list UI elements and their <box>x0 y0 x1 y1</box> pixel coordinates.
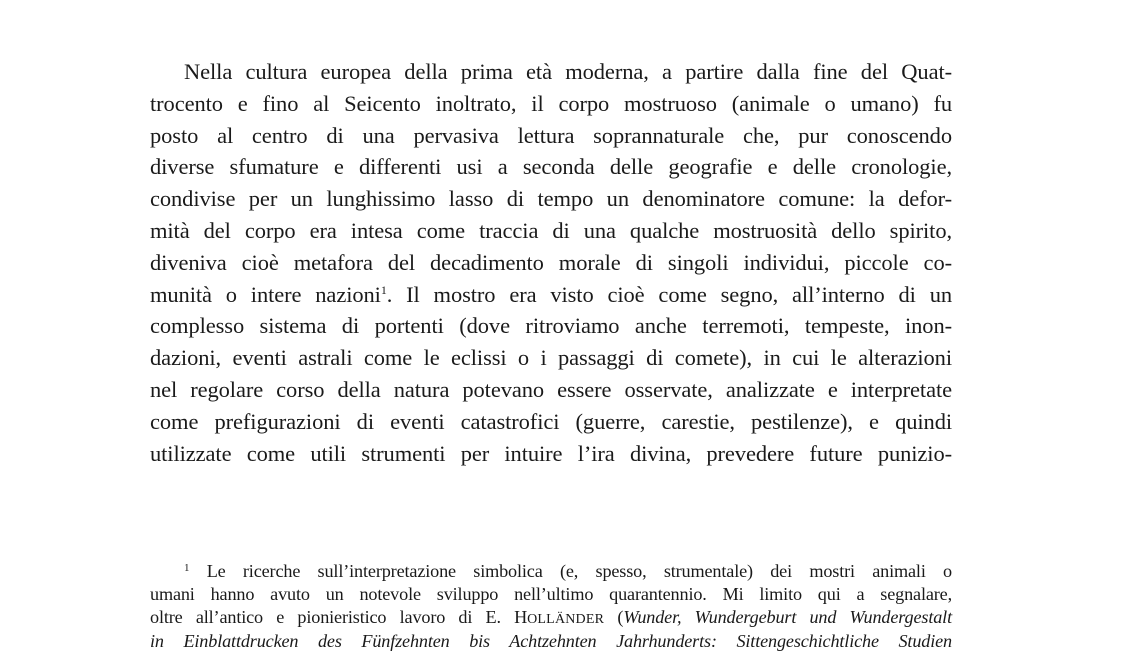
text-line: nel regolare corso della natura potevano essere osservate, analizzate e interpretate <box>150 376 952 402</box>
text-line: condivise per un lunghissimo lasso di tempo un denominatore comune: la defor- <box>150 186 952 212</box>
text-line: mità del corpo era intesa come traccia di una qualche mostruosità dello spirito, <box>150 217 952 243</box>
text-line: dazioni, eventi astrali come le eclissi o i passaggi di comete), in cui le alterazioni <box>150 345 952 371</box>
footnote-line: umani hanno avuto un notevole sviluppo nell’ultimo quarantennio. Mi limito qui a segnalare, <box>150 584 952 605</box>
body-paragraph <box>150 56 952 469</box>
text-line-with-footnote-ref <box>150 279 952 311</box>
text-line: trocento e fino al Seicento inoltrato, il corpo mostruoso (animale o umano) fu <box>150 90 952 116</box>
text-segment: munità o intere nazioni <box>150 281 381 307</box>
footnote-line <box>150 630 952 653</box>
text-segment: . Il mostro era visto cioè come segno, all’interno di un <box>386 281 952 307</box>
book-title: Wunder, Wundergeburt und Wundergestalt <box>623 607 952 628</box>
footnote-text: Le ricerche sull’interpretazione simbolica (e, spesso, strumentale) dei mostri animali o <box>206 561 952 581</box>
footnote-section <box>150 560 952 653</box>
footnote-text: oltre all’antico e pionieristico lavoro di E. <box>150 607 515 628</box>
author-name-initial: H <box>514 607 528 628</box>
book-title-continued: in Einblattdrucken des Fünfzehnten bis Achtzehnten Jahrhunderts: Sittengeschichtliche Studien <box>150 630 952 651</box>
text-line: complesso sistema di portenti (dove ritroviamo anche terremoti, tempeste, inon- <box>150 313 952 339</box>
footnote-reference[interactable]: 1 <box>380 282 387 297</box>
text-line: utilizzate come utili strumenti per intuire l’ira divina, prevedere future punizio- <box>150 440 952 466</box>
text-line: diveniva cioè metafora del decadimento morale di singoli individui, piccole co- <box>150 249 952 275</box>
text-line: posto al centro di una pervasiva lettura soprannaturale che, pur conoscendo <box>150 122 952 148</box>
author-name-smallcaps: OLLÄNDER <box>527 612 605 628</box>
footnote-line <box>150 606 952 629</box>
footnote-number: 1 <box>184 562 190 574</box>
footnote-line <box>150 560 952 583</box>
text-line: come prefigurazioni di eventi catastrofici (guerre, carestie, pestilenze), e quindi <box>150 408 952 434</box>
footnote-text: ( <box>604 607 624 628</box>
text-line: Nella cultura europea della prima età moderna, a partire dalla fine del Quat- <box>184 59 952 84</box>
text-line: diverse sfumature e differenti usi a seconda delle geografie e delle cronologie, <box>150 154 952 180</box>
